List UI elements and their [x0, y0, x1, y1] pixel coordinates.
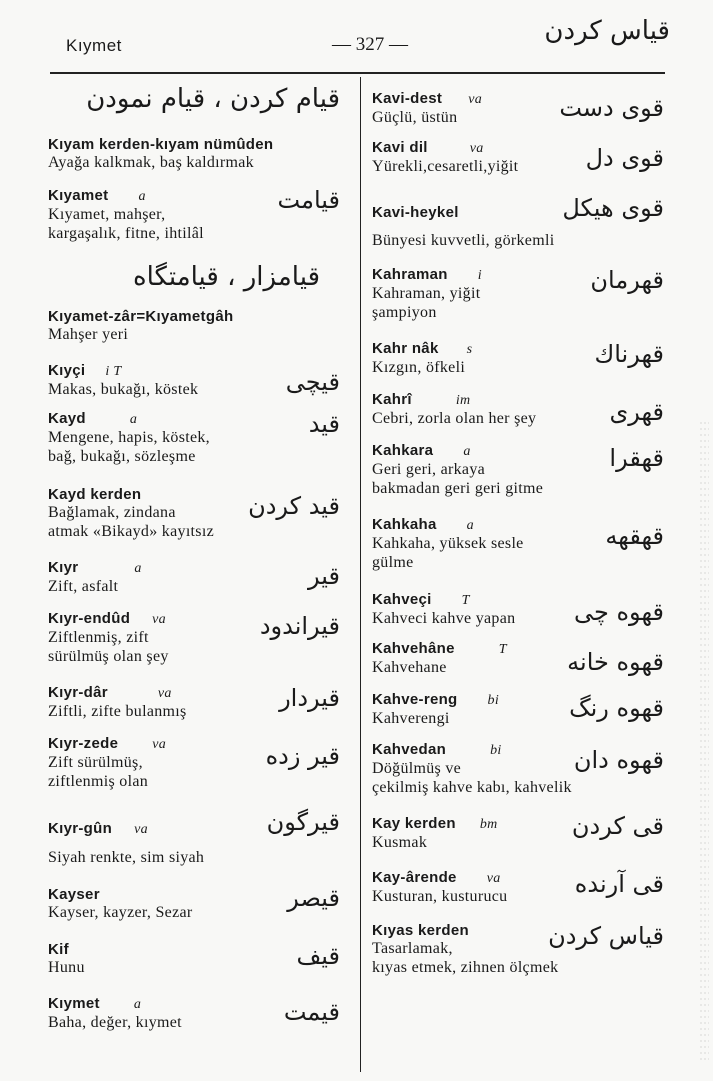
entry-term [372, 691, 499, 709]
term-text: Kahvehâne [372, 640, 455, 657]
dictionary-entry [48, 362, 198, 399]
dictionary-entry [48, 941, 85, 977]
entry-definition: Bağlamak, zindana [48, 504, 176, 521]
term-text: Kahraman [372, 266, 448, 283]
entry-arabic: قیردار [279, 684, 340, 712]
dictionary-entry [372, 640, 507, 677]
entry-arabic: قهوه خانه [567, 648, 664, 676]
entry-term [48, 308, 233, 325]
entry-term [372, 204, 554, 221]
entry-definition: Kayser, kayzer, Sezar [48, 904, 193, 921]
dictionary-entry [48, 410, 210, 466]
entry-tag: a [134, 561, 142, 576]
term-text: Kay-ârende [372, 869, 457, 886]
entry-definition: Zift, asfalt [48, 578, 119, 595]
entry-definition: Kahvehane [372, 659, 447, 676]
entry-term [372, 442, 543, 460]
term-text: Kahr nâk [372, 340, 439, 357]
term-text: Kıyr [48, 559, 79, 576]
dictionary-entry [372, 340, 472, 377]
entry-definition: Ayağa kalkmak, baş kaldırmak [48, 154, 254, 171]
entry-tag: T [498, 642, 507, 657]
dictionary-entry [48, 136, 273, 172]
entry-term [372, 516, 524, 534]
term-text: Kayd kerden [48, 486, 142, 503]
entry-term [372, 90, 482, 108]
dictionary-entry [372, 90, 482, 127]
entry-arabic: قهوه چی [574, 598, 664, 626]
entry-definition: Ziftli, zifte bulanmış [48, 703, 187, 720]
dictionary-entry [372, 442, 543, 498]
entry-tag: va [152, 612, 166, 627]
entry-definition: Mahşer yeri [48, 326, 129, 343]
entry-term [48, 610, 169, 628]
entry-definition: Bünyesi kuvvetli, görkemli [372, 232, 555, 249]
entry-definition: Kızgın, öfkeli [372, 359, 466, 376]
entry-arabic: قیر [308, 562, 340, 590]
page-number: — 327 — [332, 34, 408, 55]
entry-definition: Kahveci kahve yapan [372, 610, 516, 627]
entry-tag: va [486, 871, 501, 886]
dictionary-entry [48, 886, 193, 922]
entry-definition: Ziftlenmiş, zift [48, 629, 149, 646]
entry-tag: va [134, 822, 148, 837]
entry-arabic: قید كردن [248, 492, 340, 520]
entry-term [48, 684, 187, 702]
entry-definition: sürülmüş olan şey [48, 648, 169, 665]
entry-tag: a [463, 444, 471, 459]
term-text: Kahveçi [372, 591, 432, 608]
term-text: Kıyçi [48, 362, 86, 379]
entry-definition: Yürekli,cesaretli,yiğit [372, 158, 519, 175]
entry-tag: s [466, 342, 473, 357]
entry-arabic: قی آرنده [574, 870, 664, 898]
dictionary-entry [372, 591, 515, 628]
dictionary-entry [372, 266, 482, 322]
entry-definition: ziftlenmiş olan [48, 773, 149, 790]
entry-tag: va [469, 141, 484, 156]
entry-definition: Kahverengi [372, 710, 450, 727]
entry-definition: Döğülmüş ve [372, 760, 462, 777]
entry-arabic: قیاس كردن [548, 922, 664, 950]
dictionary-entry [372, 741, 572, 797]
entry-arabic: قیرگون [266, 808, 340, 836]
entry-arabic: قیر زده [265, 742, 340, 770]
term-text: Kıyam kerden-kıyam nümûden [48, 136, 274, 153]
entry-arabic: قهرمان [590, 266, 664, 294]
entry-tag: a [138, 189, 146, 204]
dictionary-entry [372, 391, 536, 428]
entry-tag: i T [105, 364, 122, 379]
entry-arabic: قوی دل [585, 144, 664, 172]
entry-definition: Kahraman, yiğit [372, 285, 481, 302]
entry-term [372, 391, 536, 409]
dictionary-entry [372, 815, 498, 852]
entry-definition: kargaşalık, fitne, ihtilâl [48, 225, 204, 242]
term-text: Kahkaha [372, 516, 437, 533]
entry-arabic: قیمت [283, 998, 340, 1026]
entry-definition: bakmadan geri geri gitme [372, 480, 544, 497]
dictionary-entry [372, 869, 507, 906]
dictionary-entry [372, 691, 499, 728]
entry-definition: çekilmiş kahve kabı, kahvelik [372, 779, 572, 796]
entry-tag: bm [479, 817, 498, 832]
entry-tag: im [455, 393, 471, 408]
entry-term [48, 187, 204, 205]
entry-arabic: قیراندود [259, 612, 340, 640]
term-text: Kıyr-dâr [48, 684, 108, 701]
entry-tag: bi [490, 743, 502, 758]
entry-arabic: قوی دست [559, 94, 664, 122]
term-text: Kavi dil [372, 139, 428, 156]
term-text: Kıyr-endûd [48, 610, 131, 627]
entry-arabic: قهری [609, 398, 664, 426]
dictionary-entry [48, 610, 169, 666]
entry-term [48, 362, 198, 380]
term-text: Kıyamet-zâr=Kıyametgâh [48, 308, 234, 325]
entry-tag: va [468, 92, 483, 107]
entry-term [48, 735, 166, 753]
entry-definition: Baha, değer, kıymet [48, 1014, 182, 1031]
entry-definition: Kahkaha, yüksek sesle [372, 535, 524, 552]
term-text: Kahvedan [372, 741, 447, 758]
dictionary-entry [372, 204, 554, 250]
term-text: Kif [48, 941, 69, 958]
term-text: Kavi-heykel [372, 204, 459, 221]
entry-term [48, 886, 193, 903]
term-text: Kay kerden [372, 815, 456, 832]
term-text: Kıyr-gûn [48, 820, 113, 837]
entry-definition: atmak «Bikayd» kayıtsız [48, 523, 214, 540]
entry-arabic: قیف [296, 942, 340, 970]
entry-arabic: قیصر [287, 884, 340, 912]
entry-term [372, 266, 482, 284]
entry-term [372, 591, 515, 609]
entry-tag: va [157, 686, 172, 701]
entry-term [48, 995, 182, 1013]
entry-term [372, 340, 472, 358]
term-text: Kıyr-zede [48, 735, 119, 752]
entry-definition: kıyas etmek, zihnen ölçmek [372, 959, 559, 976]
entry-definition: Makas, bukağı, köstek [48, 381, 199, 398]
term-text: Kayser [48, 886, 100, 903]
header-rule [50, 72, 665, 74]
term-text: Kahve-reng [372, 691, 458, 708]
entry-definition: Geri geri, arkaya [372, 461, 486, 478]
entry-term [48, 559, 142, 577]
dictionary-entry [372, 139, 518, 176]
entry-term [48, 941, 85, 958]
entry-term [48, 486, 214, 503]
term-text: Kayd [48, 410, 86, 427]
term-text: Kıyas kerden [372, 922, 469, 939]
entry-definition: Mengene, hapis, köstek, [48, 429, 210, 446]
entry-tag: a [466, 518, 474, 533]
entry-arabic: قهوه رنگ [569, 694, 664, 722]
entry-arabic: قهقرا [609, 444, 664, 472]
entry-term [48, 820, 204, 838]
running-head-right-arabic: قیاس كردن [544, 16, 670, 46]
dictionary-entry [48, 308, 233, 344]
entry-term [372, 869, 507, 887]
entry-arabic: قیچی [285, 368, 340, 396]
dictionary-entry [48, 820, 204, 867]
entry-term [48, 410, 210, 428]
entry-tag: va [152, 737, 167, 752]
entry-definition: gülme [372, 554, 414, 571]
entry-arabic: قیام كردن ، قیام نمودن [86, 84, 340, 114]
entry-tag: i [477, 268, 482, 283]
dictionary-entry [48, 684, 187, 721]
entry-tag: bi [487, 693, 500, 708]
entry-term [372, 139, 518, 157]
dictionary-entry [48, 486, 214, 541]
entry-definition: Kusturan, kusturucu [372, 888, 508, 905]
entry-arabic: قی كردن [571, 812, 664, 840]
entry-definition: Güçlü, üstün [372, 109, 458, 126]
entry-term [372, 640, 507, 658]
entry-arabic: قیامزار ، قیامتگاه [132, 262, 320, 292]
dictionary-entry [48, 559, 142, 596]
entry-definition: Kıyamet, mahşer, [48, 206, 166, 223]
entry-arabic: قیامت [277, 186, 340, 214]
entry-term [372, 815, 498, 833]
page-edge-speckle [699, 420, 709, 1060]
entry-definition: Hunu [48, 959, 85, 976]
column-divider [360, 77, 361, 1072]
entry-definition: bağ, bukağı, sözleşme [48, 448, 196, 465]
entry-arabic: قوی هیكل [562, 194, 664, 222]
dictionary-entry [48, 995, 182, 1032]
dictionary-entry [48, 735, 166, 791]
entry-arabic: قهوه دان [573, 746, 664, 774]
term-text: Kahrî [372, 391, 412, 408]
entry-arabic: قید [308, 410, 340, 438]
term-text: Kıyamet [48, 187, 109, 204]
entry-definition: Tasarlamak, [372, 940, 453, 957]
term-text: Kahkara [372, 442, 434, 459]
entry-term [48, 136, 273, 153]
entry-tag: a [129, 412, 138, 427]
entry-definition: Siyah renkte, sim siyah [48, 849, 205, 866]
term-text: Kıymet [48, 995, 100, 1012]
entry-definition: Kusmak [372, 834, 428, 851]
entry-definition: şampiyon [372, 304, 437, 321]
entry-tag: a [133, 997, 142, 1012]
entry-tag: T [461, 593, 470, 608]
entry-arabic: قهقهه [605, 522, 664, 550]
entry-definition: Cebri, zorla olan her şey [372, 410, 537, 427]
running-head-left: Kıymet [66, 36, 122, 55]
term-text: Kavi-dest [372, 90, 443, 107]
dictionary-entry [48, 187, 204, 243]
entry-arabic: قهرناك [594, 340, 664, 368]
entry-definition: Zift sürülmüş, [48, 754, 143, 771]
entry-term [372, 741, 572, 759]
dictionary-entry [372, 516, 524, 572]
